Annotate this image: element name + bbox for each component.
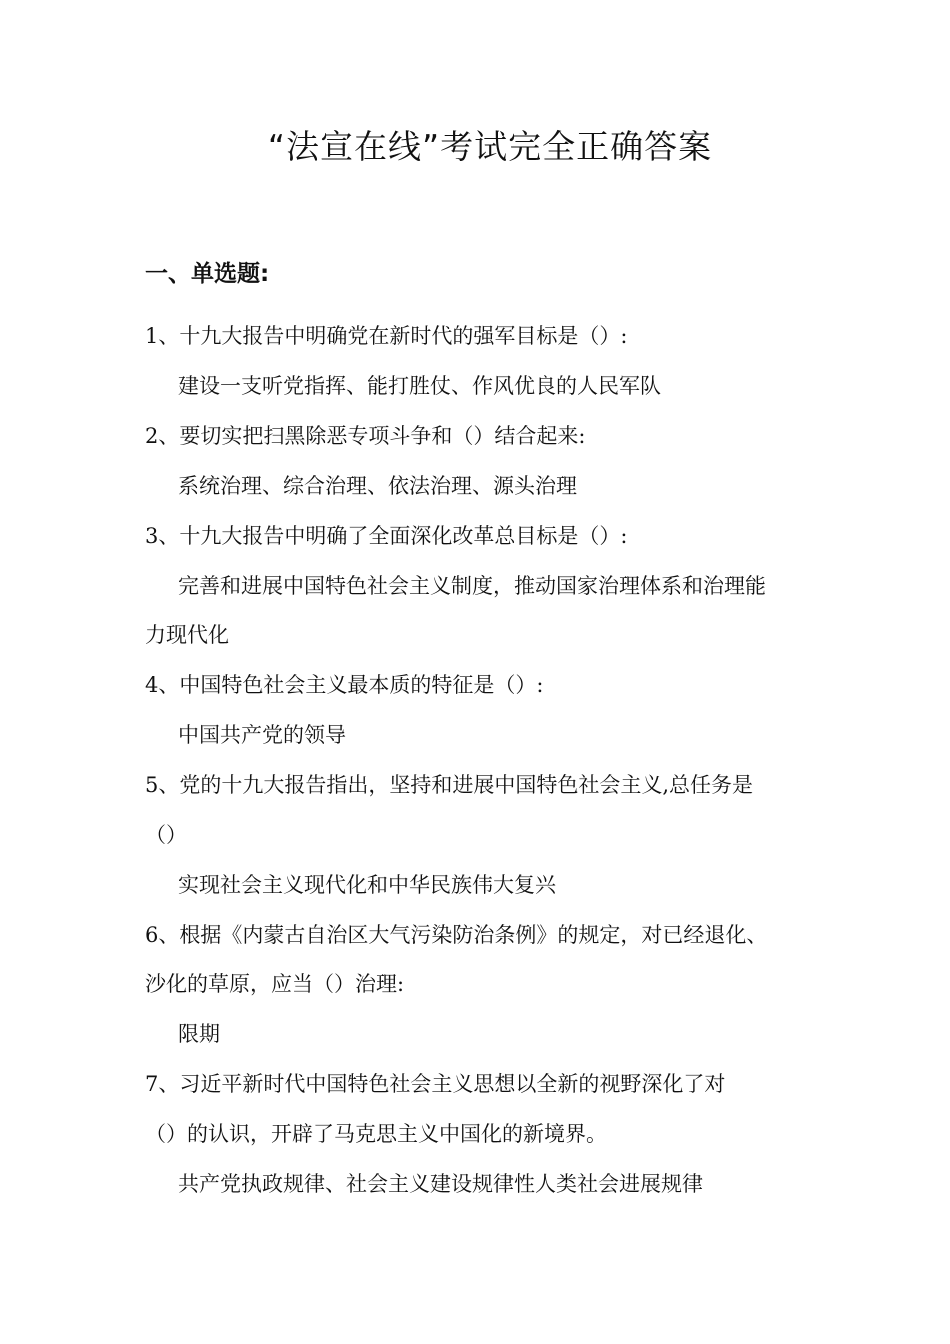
question-6-text-continued: 沙化的草原，应当（）治理: <box>145 972 405 996</box>
question-3-text: 3、十九大报告中明确了全面深化改革总目标是（）: <box>145 524 628 548</box>
answer-6-text: 限期 <box>178 1022 220 1046</box>
answer-7-text: 共产党执政规律、社会主义建设规律性人类社会进展规律 <box>178 1172 703 1196</box>
document-title: “法宣在线”考试完全正确答案 <box>267 127 713 166</box>
question-5-text: 5、党的十九大报告指出，坚持和进展中国特色社会主义,总任务是 <box>145 773 754 797</box>
answer-4-text: 中国共产党的领导 <box>178 723 346 747</box>
question-4-text: 4、中国特色社会主义最本质的特征是（）: <box>145 673 544 697</box>
question-2-text: 2、要切实把扫黑除恶专项斗争和（）结合起来: <box>145 424 586 448</box>
question-7-text-continued: （）的认识，开辟了马克思主义中国化的新境界。 <box>145 1122 607 1146</box>
answer-3-text-continued: 力现代化 <box>145 623 229 647</box>
question-7-text: 7、习近平新时代中国特色社会主义思想以全新的视野深化了对 <box>145 1072 726 1096</box>
question-5-text-continued: （） <box>145 823 187 847</box>
answer-5-text: 实现社会主义现代化和中华民族伟大复兴 <box>178 873 556 897</box>
section-heading: 一、单选题: <box>145 261 270 287</box>
answer-1-text: 建设一支听党指挥、能打胜仗、作风优良的人民军队 <box>178 374 661 398</box>
question-1-text: 1、十九大报告中明确党在新时代的强军目标是（）: <box>145 324 628 348</box>
answer-3-text: 完善和进展中国特色社会主义制度，推动国家治理体系和治理能 <box>178 574 766 598</box>
answer-2-text: 系统治理、综合治理、依法治理、源头治理 <box>178 474 577 498</box>
question-6-text: 6、根据《内蒙古自治区大气污染防治条例》的规定，对已经退化、 <box>145 923 768 947</box>
